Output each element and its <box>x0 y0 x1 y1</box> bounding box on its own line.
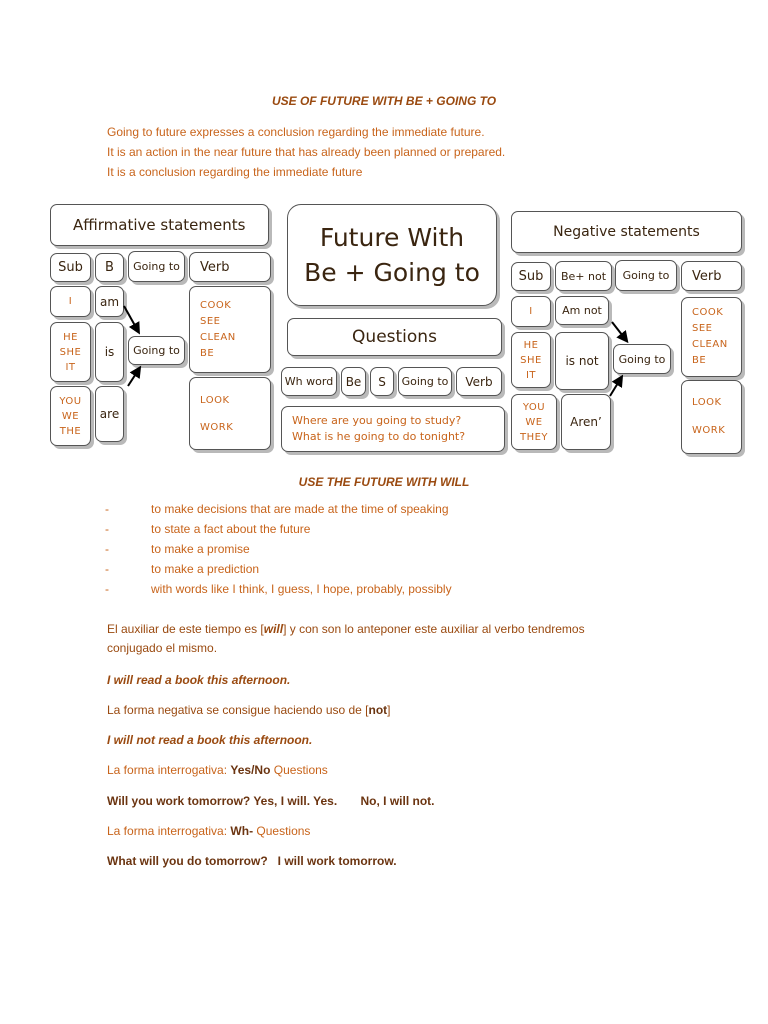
neg-col-going: Going to <box>615 260 677 291</box>
aff-subj-he-item: SHE <box>59 346 82 358</box>
will-uses-list <box>105 502 452 602</box>
neg-be-is-not: is not <box>555 332 609 390</box>
aff-subj-you-item: WE <box>61 410 80 422</box>
neg-subj-he-item: HE <box>523 339 539 351</box>
will-use: to make a promise <box>151 542 250 556</box>
aux-will: will <box>263 622 284 636</box>
will-use: to make decisions that are made at the time of speaking <box>151 502 449 516</box>
neg-subj-he-item: IT <box>525 369 537 381</box>
neg-verb-item: LOOK <box>692 397 722 408</box>
list-item <box>105 522 452 542</box>
interrog-type: Wh- <box>230 824 254 838</box>
interrog-text: La forma interrogativa: <box>107 763 231 777</box>
interrogative-yesno <box>107 761 328 780</box>
dash: - <box>105 502 109 516</box>
aux-line: conjugado el mismo. <box>107 641 218 655</box>
arrow-icon <box>610 378 621 396</box>
center-title-line: Future With <box>319 223 465 252</box>
neg-verb-item: SEE <box>692 323 713 334</box>
aff-subj-you-item: THE <box>59 425 82 437</box>
section-title-will: USE THE FUTURE WITH WILL <box>298 475 470 489</box>
arrow-icon <box>124 306 138 331</box>
neg-be-am-not: Am not <box>555 296 609 325</box>
aff-going-to: Going to <box>128 336 185 365</box>
interrogative-wh <box>107 822 310 841</box>
dash: - <box>105 582 109 596</box>
question-example: Where are you going to study? <box>292 414 462 427</box>
list-item <box>105 582 452 602</box>
arrow-icon <box>128 369 139 386</box>
q-col-verb: Verb <box>456 367 502 396</box>
will-use: with words like I think, I guess, I hope, probably, possibly <box>151 582 452 596</box>
neg-text: La forma negativa se consigue haciendo uso de [ <box>107 703 369 717</box>
neg-col-sub: Sub <box>511 262 551 291</box>
neg-subj-you-item: WE <box>525 416 543 428</box>
will-use: to make a prediction <box>151 562 260 576</box>
q-col-be: Be <box>341 367 366 396</box>
example-negative: I will not read a book this afternoon. <box>107 733 313 747</box>
q-col-going: Going to <box>398 367 452 396</box>
neg-subj-he-item: SHE <box>520 354 542 366</box>
negative-rule <box>107 701 391 720</box>
aff-subj-i: I <box>50 286 91 317</box>
arrow-icon <box>612 322 626 340</box>
intro-line: It is a conclusion regarding the immediate future <box>107 165 363 179</box>
aff-verb-item: LOOK <box>200 394 230 406</box>
aff-subj-you-item: YOU <box>59 395 82 407</box>
dash: - <box>105 562 109 576</box>
negative-header: Negative statements <box>511 211 742 253</box>
aff-be-am: am <box>95 286 124 317</box>
question-example: What is he going to do tonight? <box>292 430 466 443</box>
interrog-text: Questions <box>270 763 328 777</box>
interrog-type: Yes/No <box>230 763 271 777</box>
neg-col-verb: Verb <box>681 261 742 291</box>
section-title-going-to: USE OF FUTURE WITH BE + GOING TO <box>271 94 497 108</box>
q-col-s: S <box>370 367 394 396</box>
list-item <box>105 562 452 582</box>
center-title-line: Be + Going to <box>304 258 480 287</box>
example-affirmative: I will read a book this afternoon. <box>107 673 291 687</box>
questions-header: Questions <box>287 318 502 356</box>
aff-col-be: B <box>95 253 124 282</box>
intro-line: It is an action in the near future that has already been planned or prepared. <box>107 145 506 159</box>
neg-text: ] <box>387 703 391 717</box>
example-wh: What will you do tomorrow? I will work tomorrow. <box>107 854 397 868</box>
neg-verb-item: BE <box>692 355 707 366</box>
neg-subj-you-item: YOU <box>522 401 546 413</box>
intro-line: Going to future expresses a conclusion regarding the immediate future. <box>107 125 485 139</box>
aff-verb-item: BE <box>200 347 215 359</box>
auxiliary-paragraph <box>107 620 585 658</box>
aff-subj-he-item: IT <box>65 361 76 373</box>
neg-subj-i: I <box>511 296 551 327</box>
interrog-text: La forma interrogativa: <box>107 824 231 838</box>
neg-going-to: Going to <box>613 344 671 374</box>
aff-be-is: is <box>95 322 124 382</box>
aux-text: ] y con son lo anteponer este auxiliar al verbo tendremos <box>283 622 585 636</box>
dash: - <box>105 542 109 556</box>
aff-subj-he-item: HE <box>63 331 78 343</box>
aff-col-sub: Sub <box>50 253 91 282</box>
neg-verb-item: COOK <box>692 307 724 318</box>
neg-col-be-not: Be+ not <box>555 261 612 291</box>
interrog-text: Questions <box>253 824 311 838</box>
aff-be-are: are <box>95 386 124 442</box>
neg-not: not <box>368 703 388 717</box>
aux-line <box>107 620 585 639</box>
example-yesno: Will you work tomorrow? Yes, I will. Yes. No, I will not. <box>107 794 435 808</box>
aff-verb-item: SEE <box>200 315 221 327</box>
aff-verb-item: WORK <box>200 421 234 433</box>
list-item <box>105 542 452 562</box>
dash: - <box>105 522 109 536</box>
q-col-wh: Wh word <box>281 367 337 396</box>
neg-be-arent: Aren’ <box>561 394 611 450</box>
aux-text: El auxiliar de este tiempo es [ <box>107 622 264 636</box>
aff-verb-item: COOK <box>200 299 232 311</box>
diagram-arrows <box>0 0 768 470</box>
list-item <box>105 502 452 522</box>
neg-subj-you-item: THEY <box>519 431 549 443</box>
aff-col-going: Going to <box>128 251 185 282</box>
neg-verb-item: WORK <box>692 425 726 436</box>
will-use: to state a fact about the future <box>151 522 311 536</box>
affirmative-header: Affirmative statements <box>50 204 269 246</box>
neg-verb-item: CLEAN <box>692 339 728 350</box>
aff-col-verb: Verb <box>189 252 271 282</box>
aff-verb-item: CLEAN <box>200 331 236 343</box>
